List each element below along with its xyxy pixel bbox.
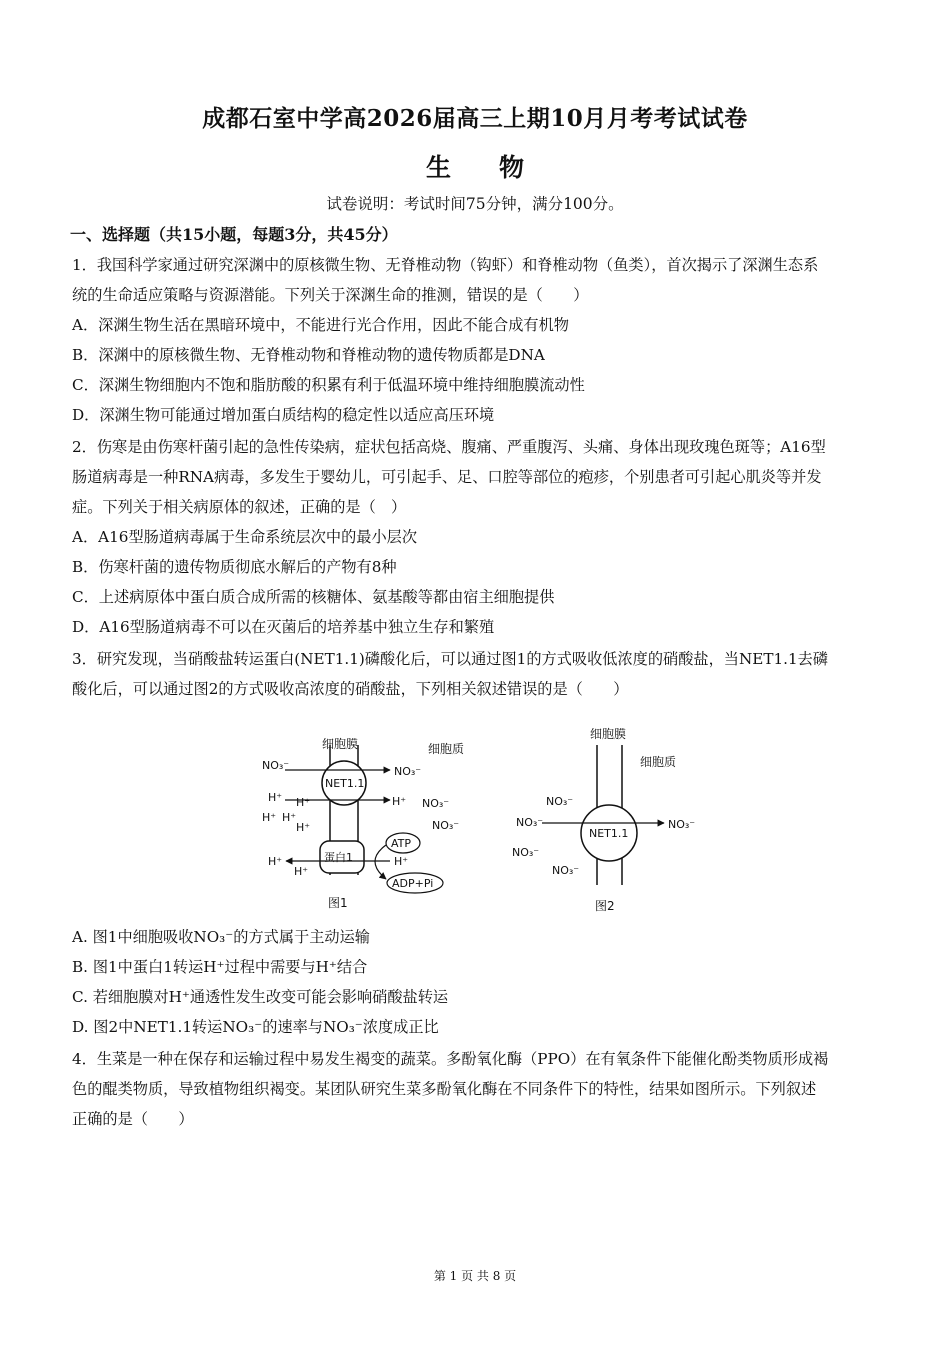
fig2-no3-out-3: NO₃⁻	[512, 846, 540, 859]
fig1-caption: 图1	[328, 896, 348, 910]
q2-stem-line-2: 肠道病毒是一种RNA病毒，多发生于婴幼儿，可引起手、足、口腔等部位的疱疹，个别患者可引起心肌炎等并发	[72, 468, 822, 486]
q4-stem-line-2: 色的醌类物质，导致植物组织褐变。某团队研究生菜多酚氧化酶在不同条件下的特性，结果如图所示。下列叙述	[72, 1080, 817, 1098]
fig1-atp-arrow	[375, 845, 386, 879]
fig2-no3-out-4: NO₃⁻	[552, 864, 580, 877]
fig1-cytoplasm-label: 细胞质	[428, 742, 465, 756]
q3-stem-line-1: 3．研究发现，当硝酸盐转运蛋白(NET1.1)磷酸化后，可以通过图1的方式吸收低浓度的硝酸盐，当NET1.1去磷	[72, 650, 828, 668]
q4-stem-line-3: 正确的是（ ）	[72, 1110, 194, 1128]
fig1-h-out-2: H⁺	[296, 796, 311, 809]
fig1-h-in: H⁺	[392, 795, 407, 808]
q2-option-d: D．A16型肠道病毒不可以在灭菌后的培养基中独立生存和繁殖	[72, 618, 495, 636]
fig1-h-pump-mid: H⁺	[294, 865, 309, 878]
fig1-h-pump-out: H⁺	[268, 855, 283, 868]
q1-option-c: C．深渊生物细胞内不饱和脂肪酸的积累有利于低温环境中维持细胞膜流动性	[72, 376, 585, 394]
transport-diagram	[250, 725, 710, 920]
q3-option-c: C. 若细胞膜对H⁺通透性发生改变可能会影响硝酸盐转运	[72, 988, 449, 1006]
subject-char-1: 生	[425, 153, 451, 182]
exam-note: 试卷说明：考试时间75分钟，满分100分。	[326, 195, 624, 213]
fig2-no3-out-1: NO₃⁻	[546, 795, 574, 808]
fig1-no3-in: NO₃⁻	[394, 765, 422, 778]
fig1-h-out-4: H⁺	[282, 811, 297, 824]
q1-option-d: D．深渊生物可能通过增加蛋白质结构的稳定性以适应高压环境	[72, 406, 495, 424]
fig1-h-out-1: H⁺	[268, 791, 283, 804]
q3-option-d: D. 图2中NET1.1转运NO₃⁻的速率与NO₃⁻浓度成正比	[72, 1018, 439, 1036]
fig1-atp-label: ATP	[391, 837, 412, 850]
exam-title: 成都石室中学高2026届高三上期10月月考考试试卷	[202, 105, 748, 132]
subject-heading	[0, 148, 950, 184]
q2-option-a: A．A16型肠道病毒属于生命系统层次中的最小层次	[72, 528, 418, 546]
fig1-h-out-5: H⁺	[296, 821, 311, 834]
fig1-no3-cyto-1: NO₃⁻	[422, 797, 450, 810]
section-heading: 一、选择题（共15小题，每题3分，共45分）	[70, 225, 398, 244]
q3-option-a: A. 图1中细胞吸收NO₃⁻的方式属于主动运输	[72, 928, 370, 946]
q4-stem-line-1: 4．生菜是一种在保存和运输过程中易发生褐变的蔬菜。多酚氧化酶（PPO）在有氧条件下能催化酚类物质形成褐	[72, 1050, 829, 1068]
fig2-caption: 图2	[595, 899, 615, 913]
fig1-net-label: NET1.1	[325, 777, 365, 790]
fig1-adp-label: ADP+Pi	[392, 877, 434, 890]
fig1-no3-cyto-2: NO₃⁻	[432, 819, 460, 832]
q1-stem-line-2: 统的生命适应策略与资源潜能。下列关于深渊生命的推测，错误的是（ ）	[72, 286, 589, 304]
fig1-protein1-label: 蛋白1	[324, 851, 353, 864]
fig1-h-out-3: H⁺	[262, 811, 277, 824]
page-footer: 第 1 页 共 8 页	[433, 1269, 517, 1283]
figure-2	[512, 727, 695, 913]
q3-option-b: B. 图1中蛋白1转运H⁺过程中需要与H⁺结合	[72, 958, 368, 976]
q2-option-c: C．上述病原体中蛋白质合成所需的核糖体、氨基酸等都由宿主细胞提供	[72, 588, 555, 606]
fig2-net-label: NET1.1	[589, 827, 629, 840]
q2-stem-line-3: 症。下列关于相关病原体的叙述，正确的是（ ）	[72, 498, 407, 516]
q1-option-a: A．深渊生物生活在黑暗环境中，不能进行光合作用，因此不能合成有机物	[72, 316, 569, 334]
fig2-cytoplasm-label: 细胞质	[640, 755, 677, 769]
q1-stem-line-1: 1．我国科学家通过研究深渊中的原核微生物、无脊椎动物（钩虾）和脊椎动物（鱼类），首次揭示了深渊生态系	[72, 256, 819, 274]
q3-stem-line-2: 酸化后，可以通过图2的方式吸收高浓度的硝酸盐，下列相关叙述错误的是（ ）	[72, 680, 629, 698]
fig2-membrane-label: 细胞膜	[590, 727, 627, 741]
fig1-membrane-label: 细胞膜	[322, 737, 359, 751]
figure-1	[262, 737, 464, 910]
fig1-h-pump-in: H⁺	[394, 855, 409, 868]
fig2-no3-out-2: NO₃⁻	[516, 816, 544, 829]
fig1-no3-out: NO₃⁻	[262, 759, 290, 772]
fig2-no3-in: NO₃⁻	[668, 818, 696, 831]
subject-char-2: 物	[499, 153, 525, 182]
q2-option-b: B．伤寒杆菌的遗传物质彻底水解后的产物有8种	[72, 558, 397, 576]
q2-stem-line-1: 2．伤寒是由伤寒杆菌引起的急性传染病，症状包括高烧、腹痛、严重腹泻、头痛、身体出现玫瑰色斑等；A16型	[72, 438, 826, 456]
q1-option-b: B．深渊中的原核微生物、无脊椎动物和脊椎动物的遗传物质都是DNA	[72, 346, 545, 364]
